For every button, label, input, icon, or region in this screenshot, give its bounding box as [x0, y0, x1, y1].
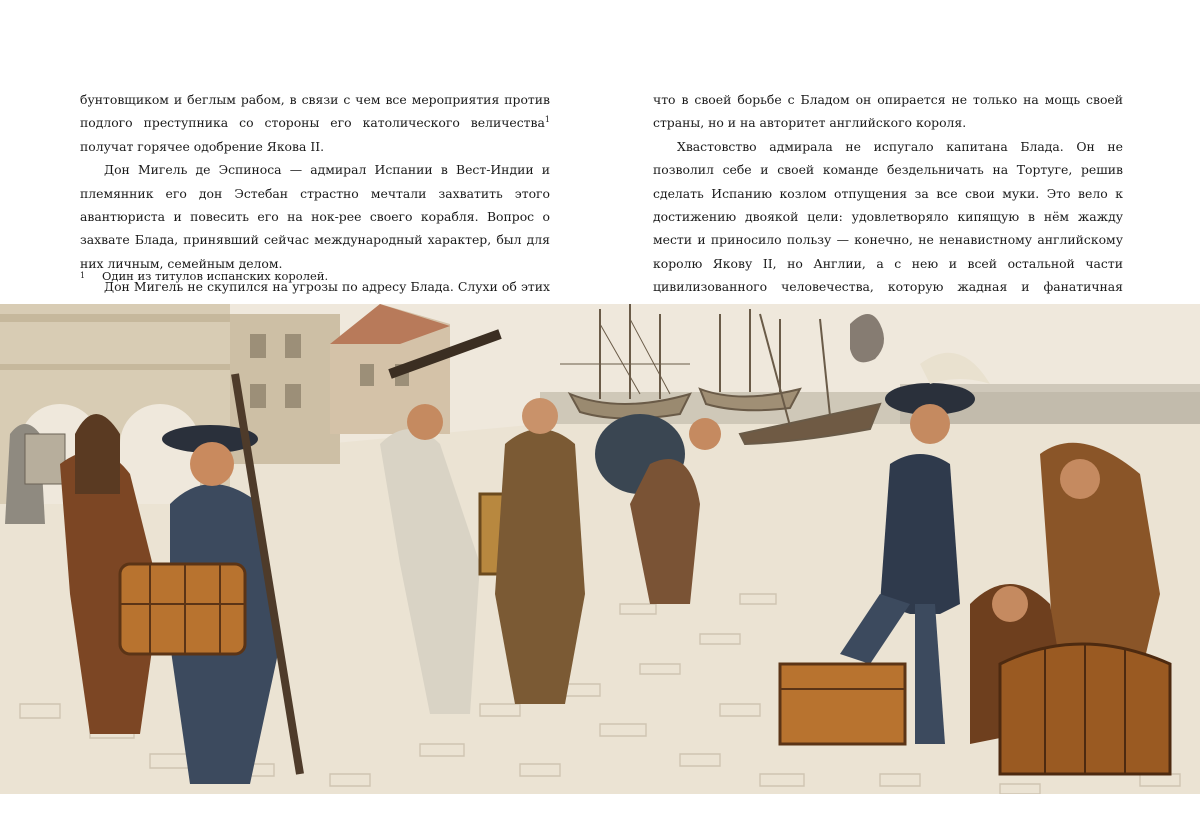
footnote-reference: 1 [544, 115, 550, 125]
right-paragraph-2: Хвастовство адмирала не испугало капитана Блада. Он не позволил себе и своей команде бездельничать на Тортуге, решив сделать Испанию козлом отпущения за все свои муки. Это вело к достижению двоякой цели: удовлетворяло кипящую в нём жажду мести и приносило пользу — конечно, не ненавистному английскому королю Якову II, но Англии, а с нею и всей остальной части цивилизованного человечества, которую жадная и фанатичная [653, 138, 1123, 295]
illustration-canvas [0, 304, 1200, 794]
left-paragraph-3: Дон Мигель не скупился на угрозы по адресу Блада. Слухи об этих [104, 279, 550, 295]
left-paragraph-1-text: бунтовщиком и беглым рабом, в связи с чем все мероприятия против подлого преступника со стороны его католического величества [80, 92, 550, 131]
footnote-text: Один из титулов испанских королей. [102, 269, 329, 283]
left-paragraph-2: Дон Мигель де Эспиноса — адмирал Испании в Вест-Индии и племянник его дон Эстебан страстно мечтали захватить этого авантюриста и повесить его на нок-рее своего корабля. Вопрос о захвате Блада, принявший сейчас международный характер, был для них личным, семейным делом. [80, 162, 550, 271]
footnote [80, 268, 550, 284]
left-paragraph-1-text-end: получат горячее одобрение Якова II. [80, 138, 325, 154]
right-paragraph-1: что в своей борьбе с Бладом он опирается не только на мощь своей страны, но и на авторитет английского короля. [653, 92, 1123, 131]
treasure-chest-small [780, 664, 905, 744]
pirate-harbor-illustration [0, 304, 1200, 794]
left-paragraph-1 [80, 88, 550, 158]
treasure-chest-left [120, 564, 245, 654]
footnote-mark: 1 [80, 271, 86, 280]
